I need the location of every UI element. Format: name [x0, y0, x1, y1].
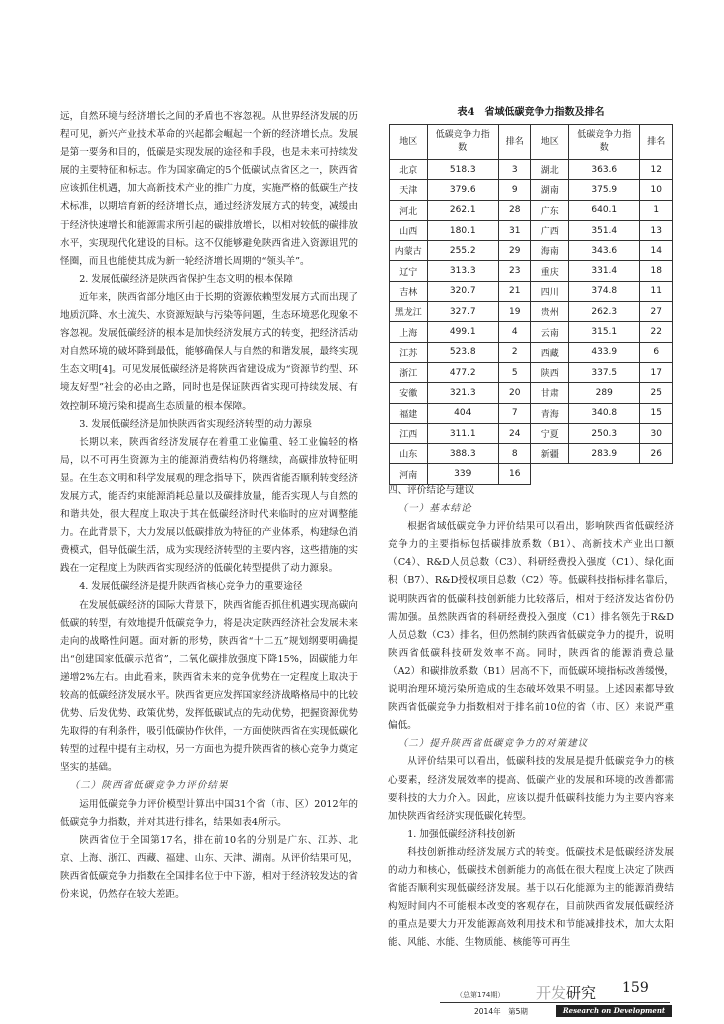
- cell-rank: 20: [498, 383, 531, 403]
- cell-rank: 17: [640, 362, 673, 382]
- footer-issue: 2014年 第5期: [474, 1007, 528, 1016]
- cell-region: 甘肃: [531, 383, 569, 403]
- heading-conclusions: 四、评价结论与建议: [388, 485, 475, 496]
- paragraph-basic-conclusions: 根据省域低碳竞争力评价结果可以看出，影响陕西省低碳经济竞争力的主要指标包括碳排放系数（B1）、高新技术产业出口额（C4）、R&D人员总数（C3）、科研经费投入强度（C1）、绿化面积（B7）、R&D授权项目总数（C2）等。低碳科技指标排名靠后，说明陕西省的低碳科技创新能力比较落后，相对于经济发达省份仍需加强。虽然陕西省的科研经费投入强度（C1）排名领先于R&D人员总数（C3）排名，但仍然制约陕西省低碳竞争力的提升，说明陕西省低碳科技研发效率不高。同时，陕西省的能源消费总量（A2）和碳排放系数（B1）居高不下，而低碳环境指标改善缓慢，说明治理环境污染所造成的生态破坏效果不明显。上述因素都导致陕西省低碳竞争力指数相对于排名前10位的省（市、区）来说严重偏低。: [388, 521, 674, 732]
- cell-rank: 24: [498, 423, 531, 443]
- cell-index: 340.8: [569, 403, 640, 423]
- cell-region: 山西: [390, 220, 428, 240]
- table-row: [390, 423, 673, 443]
- table-row: [390, 362, 673, 382]
- cell-region: 云南: [531, 322, 569, 342]
- subheading-basic-conclusions: （一）基本结论: [397, 503, 472, 515]
- cell-rank: 8: [498, 444, 531, 464]
- table-row: [390, 281, 673, 301]
- cell-region: 北京: [390, 160, 428, 180]
- cell-index: 523.8: [427, 342, 498, 362]
- table-row: [390, 322, 673, 342]
- paragraph-recommendations: 从评价结果可以看出，低碳科技的发展是提升低碳竞争力的核心要素，经济发展效率的提高、低碳产业的发展和环境的改善都需要科技的大力介入。因此，应该以提升低碳科技能力为主要内容来加快陕西省经济实现低碳化转型。: [388, 756, 674, 822]
- cell-index: 351.4: [569, 220, 640, 240]
- paragraph-tech-innovation: 科技创新推动经济发展方式的转变。低碳技术是低碳经济发展的动力和核心，低碳技术创新能力的高低在很大程度上决定了陕西省能否顺利实现低碳经济发展。基于以石化能源为主的能源消费结构短时间内不可能根本改变的客观存在，目前陕西省发展低碳经济的重点是要大力开发能源高效利用技术和节能减排技术，加大太阳能、风能、水能、生物质能、核能等可再生: [388, 846, 674, 949]
- cell-index: 404: [427, 403, 498, 423]
- paragraph-transformation: 长期以来，陕西省经济发展存在着重工业偏重、轻工业偏轻的格局，以不可再生资源为主的能源消费结构仍将继续，高碳排放特征明显。在生态文明和科学发展观的理念指导下，陕西省能否顺利转变经济发展方式，能否约束能源消耗总量以及碳排放量，能否实现人与自然的和谐共处，很大程度上取决于其在低碳经济时代来临时的应对调整能力。在此背景下，大力发展以低碳排放为特征的产业体系，构建绿色消费模式，倡导低碳生活，成为实现经济转型的主要内容，这些措施的实践在一定程度上为陕西省实现经济的低碳化转型提供了动力源泉。: [60, 436, 358, 575]
- cell-region: 海南: [531, 241, 569, 261]
- header-rank-1: 排名: [498, 125, 531, 160]
- right-column: [388, 482, 674, 952]
- cell-index: 499.1: [427, 322, 498, 342]
- cell-region: 宁夏: [531, 423, 569, 443]
- cell-rank: 29: [498, 241, 531, 261]
- paragraph-intro: 远，自然环境与经济增长之间的矛盾也不容忽视。从世界经济发展的历程可见，新兴产业技术革命的兴起都会崛起一个新的经济增长点。发展是第一要务和目的，低碳是实现发展的途径和手段，也是未来可持续发展的主要特征和标志。作为国家确定的5个低碳试点省区之一，陕西省应该抓住机遇，加大高新技术产业的推广力度，实施严格的低碳生产技术标准，以期培育新的经济增长点，通过经济发展方式的转变，减缓由于经济快速增长和能源需求所引起的碳排放增长，以相对较低的碳排放水平，实现现代化建设的目标。这不仅能够避免陕西省进入资源诅咒的怪圈，而且也能使其成为新一轮经济增长周期的“领头羊”。: [60, 111, 358, 267]
- cell-region: 广东: [531, 200, 569, 220]
- cell-region: 河南: [390, 464, 428, 484]
- table-row: [390, 261, 673, 281]
- cell-rank: 7: [498, 403, 531, 423]
- cell-rank: 26: [640, 444, 673, 464]
- journal-logo: [536, 982, 596, 1003]
- cell-region: 广西: [531, 220, 569, 240]
- page-footer: [440, 980, 680, 1024]
- header-region-2: 地区: [531, 125, 569, 160]
- cell-region: 上海: [390, 322, 428, 342]
- heading-transformation: 3. 发展低碳经济是加快陕西省实现经济转型的动力源泉: [79, 418, 313, 430]
- cell-index: 255.2: [427, 241, 498, 261]
- cell-rank: 6: [640, 342, 673, 362]
- cell-rank: 25: [640, 383, 673, 403]
- cell-index: 388.3: [427, 444, 498, 464]
- cell-index: 320.7: [427, 281, 498, 301]
- cell-rank: 22: [640, 322, 673, 342]
- cell-index: 375.9: [569, 180, 640, 200]
- table-row: [390, 160, 673, 180]
- cell-index: 311.1: [427, 423, 498, 443]
- header-region-1: 地区: [390, 125, 428, 160]
- cell-index: 262.3: [569, 302, 640, 322]
- left-column: [60, 108, 358, 904]
- paragraph-shaanxi-rank: 陕西省位于全国第17名，排在前10名的分别是广东、江苏、北京、上海、浙江、西藏、福建、山东、天津、湖南。从评价结果可见，陕西省低碳竞争力指数在全国排名位于中下游，相对于经济较发达的省份来说，仍然存在较大差距。: [60, 834, 358, 901]
- cell-region: 湖南: [531, 180, 569, 200]
- paragraph-competitiveness: 在发展低碳经济的国际大背景下，陕西省能否抓住机遇实现高碳向低碳的转型，有效地提升低碳竞争力，将是决定陕西经济社会发展未来走向的战略性问题。面对新的形势，陕西省“十二五”规划纲要明确提出“创建国家低碳示范省”，二氧化碳排放强度下降15%，固碳能力年递增2%左右。由此看来，陕西省未来的竞争优势在一定程度上取决于较高的低碳经济发展水平。陕西省更应发挥国家经济战略格局中的比较优势、后发优势、政策优势，发挥低碳试点的先动优势，把握资源优势先取得的有利条件，吸引低碳协作伙伴，一方面使陕西省在实现低碳化转型的过程中提有主动权，另一方面也为提升陕西省的核心竞争力奠定坚实的基础。: [60, 599, 358, 774]
- cell-rank: 10: [640, 180, 673, 200]
- table-row: [390, 302, 673, 322]
- cell-region: 辽宁: [390, 261, 428, 281]
- cell-region: 福建: [390, 403, 428, 423]
- cell-rank: 28: [498, 200, 531, 220]
- cell-region: 四川: [531, 281, 569, 301]
- cell-index: 433.9: [569, 342, 640, 362]
- heading-competitiveness: 4. 发展低碳经济是提升陕西省核心竞争力的重要途径: [79, 581, 303, 593]
- heading-eco-civilization: 2. 发展低碳经济是陕西省保护生态文明的根本保障: [79, 273, 293, 285]
- cell-index: 640.1: [569, 200, 640, 220]
- cell-rank: 4: [498, 322, 531, 342]
- table-caption: 表4 省域低碳竞争力指数及排名: [457, 107, 605, 118]
- cell-region: 黑龙江: [390, 302, 428, 322]
- cell-index: 250.3: [569, 423, 640, 443]
- heading-tech-innovation: 1. 加强低碳经济科技创新: [407, 828, 516, 840]
- cell-index: 518.3: [427, 160, 498, 180]
- cell-region: 安徽: [390, 383, 428, 403]
- table-row: [390, 342, 673, 362]
- cell-rank: 5: [498, 362, 531, 382]
- table-header-row: [390, 125, 673, 160]
- cell-rank: 1: [640, 200, 673, 220]
- cell-region: 重庆: [531, 261, 569, 281]
- table-body: [390, 160, 673, 485]
- cell-rank: 30: [640, 423, 673, 443]
- cell-index: 313.3: [427, 261, 498, 281]
- cell-rank: 15: [640, 403, 673, 423]
- paragraph-model-results: 运用低碳竞争力评价模型计算出中国31个省（市、区）2012年的低碳竞争力指数，并对其进行排名，结果如表4所示。: [60, 798, 358, 828]
- cell-rank: 12: [640, 160, 673, 180]
- cell-index: 337.5: [569, 362, 640, 382]
- cell-region: 山东: [390, 444, 428, 464]
- journal-english-title: Research on Development: [556, 1005, 672, 1017]
- header-index-2: 低碳竞争力指数: [569, 125, 640, 160]
- cell-region: 江西: [390, 423, 428, 443]
- cell-rank: 21: [498, 281, 531, 301]
- ranking-table: [389, 124, 673, 485]
- table-row: [390, 200, 673, 220]
- table-row: [390, 383, 673, 403]
- table-row: [390, 403, 673, 423]
- cell-rank: 19: [498, 302, 531, 322]
- cell-region: 吉林: [390, 281, 428, 301]
- cell-region: 内蒙古: [390, 241, 428, 261]
- cell-rank: 11: [640, 281, 673, 301]
- table-row: [390, 220, 673, 240]
- logo-part-kaifa: 开发: [536, 984, 567, 1002]
- cell-index: 374.8: [569, 281, 640, 301]
- cell-region: 天津: [390, 180, 428, 200]
- cell-region: 河北: [390, 200, 428, 220]
- header-index-1: 低碳竞争力指数: [427, 125, 498, 160]
- logo-part-yanjiu: 研究: [566, 984, 597, 1002]
- cell-rank: 2: [498, 342, 531, 362]
- cell-rank: 23: [498, 261, 531, 281]
- cell-region: 青海: [531, 403, 569, 423]
- cell-region: 新疆: [531, 444, 569, 464]
- cell-rank: 31: [498, 220, 531, 240]
- table-row: [390, 241, 673, 261]
- paragraph-eco-civilization: 近年来，陕西省部分地区由于长期的资源依赖型发展方式而出现了地质沉降、水土流失、水资源短缺与污染等问题，生态环境恶化现象不容忽视。发展低碳经济的根本是加快经济发展方式的转变，把经济活动对自然环境的破坏降到最低，能够确保人与自然的和谐发展，最终实现生态文明[4]。可见发展低碳经济是将陕西省建设成为“资源节约型、环境友好型”社会的必由之路，同时也是保证陕西省实现可持续发展、有效控制环境污染和提高生态质量的根本保障。: [60, 291, 358, 412]
- cell-rank: 3: [498, 160, 531, 180]
- cell-region: 江苏: [390, 342, 428, 362]
- cell-index: 283.9: [569, 444, 640, 464]
- subheading-evaluation-results: （二）陕西省低碳竞争力评价结果: [69, 780, 229, 792]
- cell-index: 327.7: [427, 302, 498, 322]
- table-row: [390, 180, 673, 200]
- cell-rank: 13: [640, 220, 673, 240]
- cell-index: 331.4: [569, 261, 640, 281]
- footer-volume: （总第174期）: [456, 991, 505, 999]
- cell-region: 西藏: [531, 342, 569, 362]
- cell-rank: 16: [498, 464, 531, 484]
- cell-index: 315.1: [569, 322, 640, 342]
- cell-rank: 9: [498, 180, 531, 200]
- cell-index: 379.6: [427, 180, 498, 200]
- page-number: 159: [622, 980, 649, 996]
- cell-rank: 14: [640, 241, 673, 261]
- cell-index: 363.6: [569, 160, 640, 180]
- header-rank-2: 排名: [640, 125, 673, 160]
- cell-region: 陕西: [531, 362, 569, 382]
- cell-index: 339: [427, 464, 498, 484]
- cell-index: 321.3: [427, 383, 498, 403]
- subheading-recommendations: （二）提升陕西省低碳竞争力的对策建议: [397, 738, 589, 750]
- cell-index: 477.2: [427, 362, 498, 382]
- cell-region: 浙江: [390, 362, 428, 382]
- table-row: [390, 444, 673, 464]
- cell-region: 贵州: [531, 302, 569, 322]
- cell-index: 180.1: [427, 220, 498, 240]
- cell-index: 343.6: [569, 241, 640, 261]
- cell-index: 262.1: [427, 200, 498, 220]
- cell-rank: 18: [640, 261, 673, 281]
- cell-index: 289: [569, 383, 640, 403]
- cell-region: 湖北: [531, 160, 569, 180]
- cell-rank: 27: [640, 302, 673, 322]
- footer-rule: [440, 1002, 670, 1003]
